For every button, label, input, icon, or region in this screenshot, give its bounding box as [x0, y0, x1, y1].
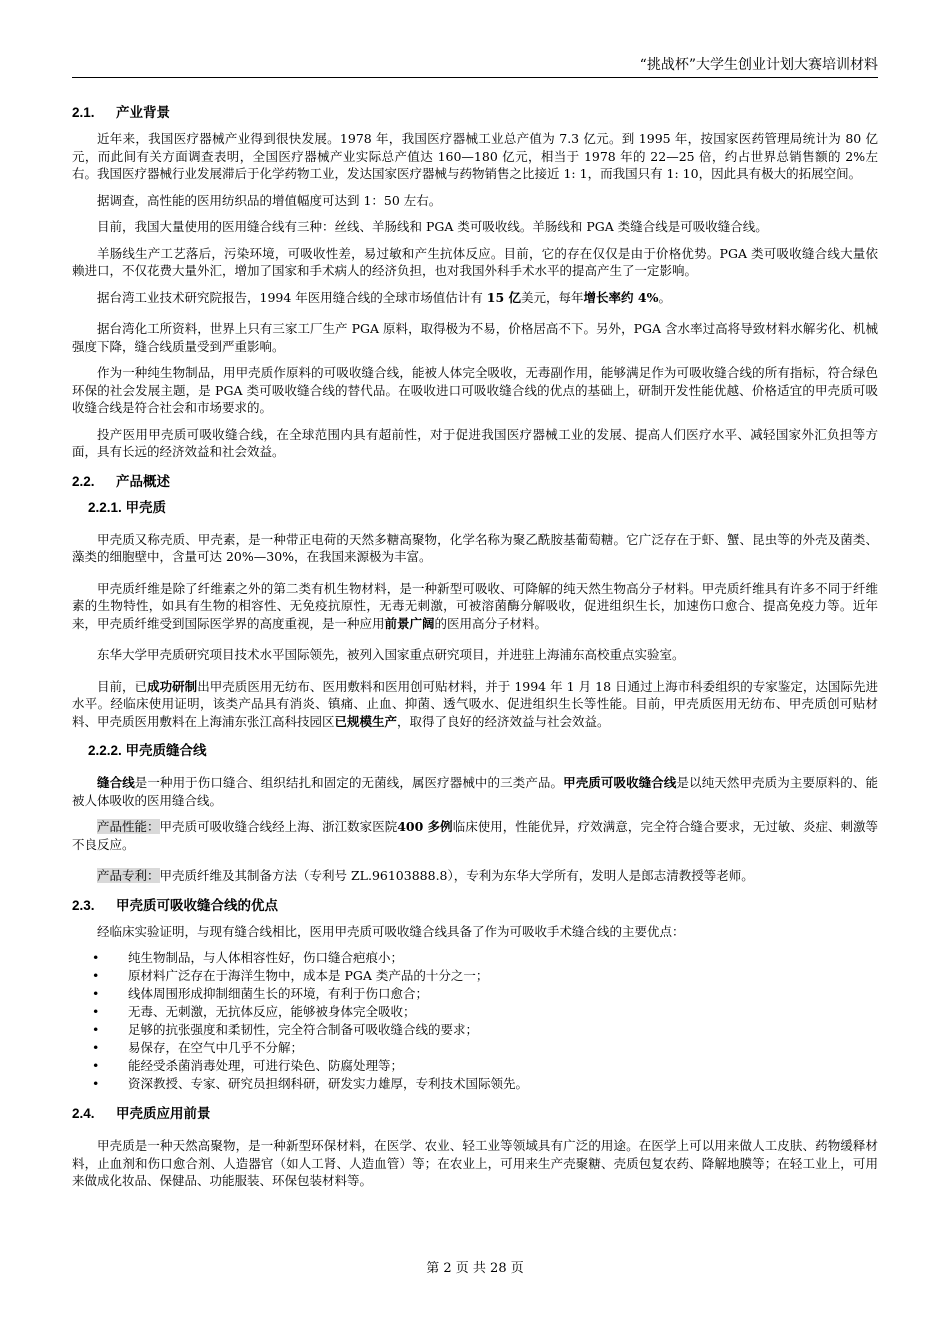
bullet-icon: •	[92, 1058, 100, 1073]
section-number: 2.1.	[72, 105, 95, 120]
paragraph	[72, 774, 878, 809]
bullet-icon: •	[92, 1004, 100, 1019]
bullet-icon: •	[92, 986, 100, 1001]
list-item	[72, 1057, 878, 1075]
bold-text: 成功研制	[147, 678, 198, 694]
bullet-icon: •	[92, 1040, 100, 1055]
bold-text: 增长率约 4%	[583, 289, 659, 305]
list-item	[72, 1039, 878, 1057]
header-rule	[72, 77, 878, 78]
bold-text: 已规模生产	[334, 713, 398, 729]
paragraph: 近年来，我国医疗器械产业得到很快发展。1978 年，我国医疗器械工业总产值为 7.3 亿元。到 1995 年，按国家医药管理局统计为 80 亿元，而此间有关方面调查表明，全国医疗器械产业实际总产值达 160—180 亿元，相当于 1978 年的 22—25 倍，约占世界总销售额的 2%左右。我国医疗器械行业发展滞后于化学药物工业，发达国家医疗器械与药物销售之比接近 1: 1，而我国只有 1: 10，因此具有极大的拓展空间。	[72, 131, 878, 181]
highlight-label: 产品专利：	[97, 868, 160, 883]
list-item-text: 无毒、无刺激，无抗体反应，能够被身体完全吸收；	[128, 1004, 416, 1019]
list-item	[72, 949, 878, 967]
paragraph: 据调查，高性能的医用纺织品的增值幅度可达到 1：50 左右。	[97, 192, 442, 208]
list-item	[72, 967, 878, 985]
paragraph: 甲壳质是一种天然高聚物，是一种新型环保材料，在医学、农业、轻工业等领域具有广泛的用途。在医学上可以用来做人工皮肤、药物缓释材料，止血剂和伤口愈合剂、人造器官（如人工肾、人造血管）等；在农业上，可用来生产壳聚糖、壳质包复农药、降解地膜等；在轻工业上，可用来做成化妆品、保健品、功能服装、环保包装材料等。	[72, 1138, 878, 1188]
bullet-icon: •	[92, 1076, 100, 1091]
text-run: 。	[658, 289, 671, 305]
section-number: 2.4.	[72, 1106, 95, 1121]
list-item-text: 纯生物制品，与人体相容性好，伤口缝合疤痕小；	[128, 950, 404, 965]
text-run: 出甲壳质医用无纺布、医用敷料和医用创可贴材料，并于 1994 年 1 月 18 日通过上海市科委组织的专家鉴定，达国际先进水平。经临床使用证明，该类产品具有消炎、镇痛、止血、抑菌、透气吸水、促进组织生长等性能。目前，甲壳质医用无纺布、甲壳质创可贴材料、甲壳质医用敷料在上海浦东张江高科技园区	[72, 678, 878, 729]
section-number: 2.2.	[72, 473, 95, 489]
paragraph: 经临床实验证明，与现有缝合线相比，医用甲壳质可吸收缝合线具备了作为可吸收手术缝合线的主要优点：	[97, 923, 685, 939]
list-item-text: 能经受杀菌消毒处理，可进行染色、防腐处理等；	[128, 1058, 404, 1073]
paragraph: 作为一种纯生物制品，用甲壳质作原料的可吸收缝合线，能被人体完全吸收，无毒副作用，能够满足作为可吸收缝合线的所有指标，符合绿色环保的社会发展主题，是 PGA 类可吸收缝合线的替代品。在吸收进口可吸收缝合线的优点的基础上，研制开发性能优越、价格适宜的甲壳质可吸收缝合线是符合社会和市场要求的。	[72, 365, 878, 415]
list-item-text: 易保存，在空气中几乎不分解；	[128, 1040, 304, 1055]
paragraph	[72, 580, 878, 633]
list-item-text: 资深教授、专家、研究员担纲科研，研发实力雄厚，专利技术国际领先。	[128, 1076, 529, 1091]
bold-text: 400 多例	[397, 819, 453, 834]
text-run: 是以纯天然甲壳质为主要原料的、能被人体吸收的医用缝合线。	[72, 775, 878, 808]
paragraph	[72, 289, 878, 307]
paragraph: 羊肠线生产工艺落后，污染环境，可吸收性差，易过敏和产生抗体反应。目前，它的存在仅仅是由于价格优势。PGA 类可吸收缝合线大量依赖进口，不仅花费大量外汇，增加了国家和手术病人的经济负担，也对我国外科手术水平的提高产生了一定影响。	[72, 245, 878, 278]
section-title: 甲壳质可吸收缝合线的优点	[116, 897, 278, 913]
section-heading-2-4	[72, 1105, 878, 1123]
text-run: 甲壳质纤维是除了纤维素之外的第二类有机生物材料，是一种新型可吸收、可降解的纯天然生物高分子材料。甲壳质纤维具有许多不同于纤维素的生物特性，如具有生物的相容性、无免疫抗原性，无毒无刺激，可被溶菌酶分解吸收，促进组织生长，加速伤口愈合、提高免疫力等。近年来，甲壳质纤维受到国际医学界的高度重视，是一种应用	[72, 580, 878, 631]
text-run: 甲壳质纤维及其制备方法（专利号 ZL.96103888.8），专利为东华大学所有，发明人是郎志清教授等老师。	[159, 868, 754, 883]
paragraph	[72, 818, 878, 853]
subsection-heading-2-2-2: 2.2.2. 甲壳质缝合线	[88, 743, 207, 758]
subsection-heading-2-2-1: 2.2.1. 甲壳质	[88, 499, 167, 515]
section-title: 产品概述	[116, 473, 170, 489]
bold-text: 15 亿	[486, 289, 522, 305]
bullet-icon: •	[92, 1022, 100, 1037]
text-run: 临床使用，性能优异，疗效满意，完全符合缝合要求，无过敏、炎症、刺激等不良反应。	[72, 819, 878, 852]
paragraph	[72, 678, 878, 731]
bullet-icon: •	[92, 950, 100, 965]
text-run: 目前，已	[97, 678, 148, 694]
page-content	[72, 104, 878, 1199]
list-item-text: 线体周围形成抑制细菌生长的环境，有利于伤口愈合；	[128, 986, 429, 1001]
section-heading-2-2	[72, 473, 878, 491]
paragraph: 甲壳质又称壳质、甲壳素，是一种带正电荷的天然多糖高聚物，化学名称为聚乙酰胺基葡萄糖。它广泛存在于虾、蟹、昆虫等的外壳及菌类、藻类的细胞壁中，含量可达 20%—30%，在我国来源极为丰富。	[72, 531, 878, 564]
section-heading-2-3	[72, 897, 878, 915]
highlight-label: 产品性能：	[97, 819, 160, 834]
list-item	[72, 1021, 878, 1039]
text-run: 是一种用于伤口缝合、组织结扎和固定的无菌线，属医疗器械中的三类产品。	[134, 775, 564, 790]
paragraph	[72, 867, 878, 885]
bold-text: 甲壳质可吸收缝合线	[563, 775, 677, 790]
section-title: 甲壳质应用前景	[116, 1106, 211, 1121]
paragraph: 投产医用甲壳质可吸收缝合线，在全球范围内具有超前性，对于促进我国医疗器械工业的发展、提高人们医疗水平、减轻国家外汇负担等方面，具有长远的经济效益和社会效益。	[72, 426, 878, 459]
section-heading-2-1	[72, 104, 878, 122]
list-item-text: 足够的抗张强度和柔韧性，完全符合制备可吸收缝合线的要求；	[128, 1022, 479, 1037]
paragraph: 东华大学甲壳质研究项目技术水平国际领先，被列入国家重点研究项目，并进驻上海浦东高校重点实验室。	[97, 647, 685, 662]
text-run: 的医用高分子材料。	[434, 615, 548, 631]
paragraph: 据台湾化工所资料，世界上只有三家工厂生产 PGA 原料，取得极为不易，价格居高不下。另外，PGA 含水率过高将导致材料水解劣化、机械强度下降，缝合线质量受到严重影响。	[72, 321, 878, 354]
bullet-icon: •	[92, 968, 100, 983]
text-run: ，取得了良好的经济效益与社会效益。	[397, 713, 610, 729]
bold-text: 前景广阔	[384, 615, 435, 631]
list-item	[72, 985, 878, 1003]
page-footer: 第 2 页 共 28 页	[426, 1261, 524, 1276]
section-number: 2.3.	[72, 897, 95, 913]
advantages-list	[72, 949, 878, 1093]
list-item-text: 原材料广泛存在于海洋生物中，成本是 PGA 类产品的十分之一；	[128, 968, 489, 983]
bold-text: 缝合线	[97, 775, 135, 790]
list-item	[72, 1003, 878, 1021]
text-run: 据台湾工业技术研究院报告，1994 年医用缝合线的全球市场值估计有	[97, 289, 487, 305]
page-header: “挑战杯”大学生创业计划大赛培训材料	[639, 57, 878, 73]
list-item	[72, 1075, 878, 1093]
section-title: 产业背景	[116, 105, 170, 120]
text-run: 甲壳质可吸收缝合线经上海、浙江数家医院	[159, 819, 398, 834]
paragraph: 目前，我国大量使用的医用缝合线有三种：丝线、羊肠线和 PGA 类可吸收线。羊肠线和 PGA 类缝合线是可吸收缝合线。	[97, 219, 768, 234]
text-run: 美元，每年	[521, 289, 584, 305]
